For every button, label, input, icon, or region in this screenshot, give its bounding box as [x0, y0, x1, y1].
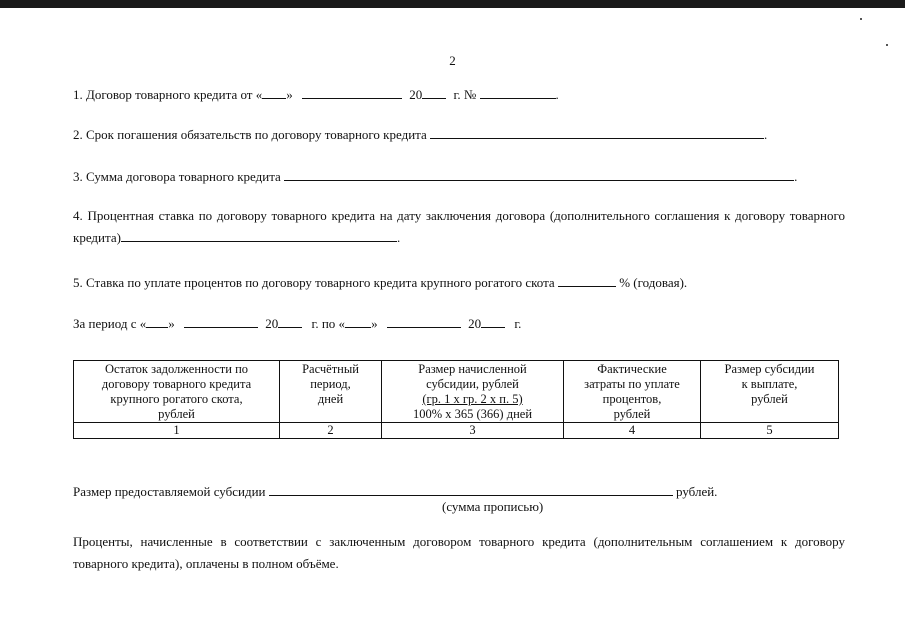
column-header-accrued-subsidy: Размер начисленной субсидии, рублей (гр. 1 х гр. 2 х п. 5) 100% х 365 (366) дней — [382, 361, 564, 423]
page-number: 2 — [449, 53, 456, 68]
column-number: 3 — [382, 423, 564, 439]
repayment-term-line: 2. Срок погашения обязательств по договору товарного кредита . — [73, 127, 768, 142]
scan-speck — [886, 44, 888, 46]
day-blank — [262, 86, 286, 99]
subsidy-amount-blank — [269, 483, 673, 496]
contract-amount-line: 3. Сумма договора товарного кредита . — [73, 169, 798, 184]
contract-amount-blank — [284, 168, 794, 181]
subsidy-amount-line: Размер предоставляемой субсидии рублей. — [73, 484, 718, 499]
column-header-period: Расчётный период, дней — [280, 361, 382, 423]
subsidy-calculation-table — [73, 360, 839, 439]
column-header-subsidy-payable: Размер субсидии к выплате, рублей — [701, 361, 839, 423]
column-number: 1 — [74, 423, 280, 439]
payment-rate-line: 5. Ставка по уплате процентов по договору товарного кредита крупного рогатого скота % (годовая). — [73, 275, 688, 290]
period-line: За период с « » 20 г. по « » 20 г. — [73, 316, 522, 331]
table-number-row — [74, 423, 839, 439]
column-number: 4 — [564, 423, 701, 439]
amount-in-words-caption: (сумма прописью) — [442, 499, 544, 514]
formula-denominator: 100% х 365 (366) дней — [412, 407, 533, 421]
contract-number-blank — [480, 86, 556, 99]
column-header-debt: Остаток задолженности по договору товарного кредита крупного рогатого скота, рублей — [74, 361, 280, 423]
table-header-row — [74, 361, 839, 423]
year-blank — [422, 86, 446, 99]
interest-rate-blank — [121, 229, 397, 242]
interest-rate-paragraph: 4. Процентная ставка по договору товарного кредита на дату заключения договора (дополнительного соглашения к договору товарного кредита) . — [73, 208, 845, 245]
month-blank — [302, 86, 402, 99]
contract-date-line: 1. Договор товарного кредита от « » 20 г. № . — [73, 87, 559, 102]
repayment-term-blank — [430, 126, 764, 139]
payment-confirmation-paragraph: Проценты, начисленные в соответствии с заключенным договором товарного кредита (дополнительным соглашением к договору товарного кредита), оплачены в полном объёме. — [73, 534, 845, 571]
column-number: 2 — [280, 423, 382, 439]
column-header-actual-costs: Фактические затраты по уплате процентов, рублей — [564, 361, 701, 423]
scan-top-border — [0, 0, 905, 8]
scan-speck — [860, 18, 862, 20]
payment-rate-blank — [558, 274, 616, 287]
formula-numerator: (гр. 1 х гр. 2 х п. 5) — [422, 392, 523, 406]
column-number: 5 — [701, 423, 839, 439]
